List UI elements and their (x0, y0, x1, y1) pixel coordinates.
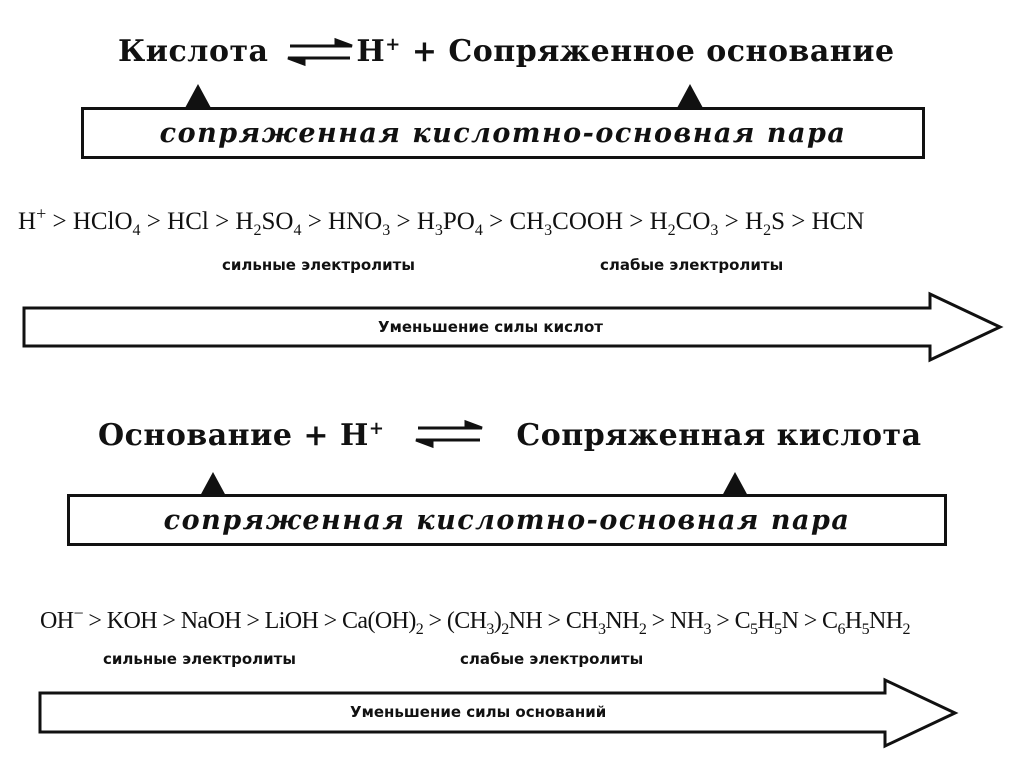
base-series-token: N > C (781, 608, 838, 634)
acid-series-token: SO (261, 208, 294, 235)
acid-series-token: 2 (253, 222, 262, 239)
triangle-marker-acid-bottom-icon (722, 472, 748, 496)
triangle-marker-base-bottom-icon (200, 472, 226, 496)
weak-electrolytes-label-top: слабые электролиты (600, 256, 784, 274)
acid-series-token: PO (442, 208, 475, 235)
plus-sign-bottom: + (303, 418, 330, 453)
base-series-token: NH (605, 608, 639, 634)
base-equation (98, 418, 922, 453)
base-series-token: > KOH > NaOH > LiOH > Ca(OH) (83, 608, 416, 634)
conjugate-base-term: Сопряженное основание (448, 34, 895, 69)
proton-term: H+ (356, 34, 401, 69)
base-series-token: OH (40, 608, 74, 634)
base-series-token: 3 (703, 620, 711, 638)
conjugate-pair-label-bottom: сопряженная кислотно-основная пара (163, 504, 851, 536)
strong-electrolytes-label-bottom: сильные электролиты (103, 650, 296, 668)
plus-sign: + (411, 34, 438, 69)
base-series-token: 2 (501, 620, 509, 638)
base-series-token: 6 (837, 620, 845, 638)
acid-series-token: > H (718, 208, 764, 235)
weak-electrolytes-label-bottom: слабые электролиты (460, 650, 644, 668)
acid-series-token: 2 (667, 222, 676, 239)
equilibrium-arrows-top-icon (288, 40, 352, 64)
base-term: Основание (98, 418, 293, 453)
acid-series-token: 4 (132, 222, 141, 239)
proton-term-bottom: H+ (340, 418, 385, 453)
base-series-token: > NH (646, 608, 704, 634)
triangle-marker-acid-icon (185, 84, 211, 108)
acid-series-token: COOH > H (552, 208, 668, 235)
acid-series-token: 3 (710, 222, 719, 239)
conjugate-pair-label-top: сопряженная кислотно-основная пара (159, 117, 847, 149)
acid-series-token: H (18, 208, 37, 235)
base-series-token: ) (493, 608, 502, 634)
acid-series-token: 3 (382, 222, 391, 239)
base-series-token: H (844, 608, 862, 634)
base-series-token: 2 (415, 620, 424, 638)
acid-strength-arrow-label: Уменьшение силы кислот (378, 318, 603, 336)
base-series-token: 3 (597, 620, 606, 638)
acid-series-token: > HClO (46, 208, 133, 235)
base-series-token: 5 (861, 620, 869, 638)
base-series-token: 2 (902, 620, 910, 638)
base-series-token: − (73, 603, 84, 623)
base-strength-arrow-label: Уменьшение силы оснований (350, 703, 607, 721)
conjugate-pair-box-top (81, 107, 925, 159)
acid-series-token: 4 (293, 222, 302, 239)
acid-term: Кислота (118, 34, 269, 69)
base-series-token: 2 (638, 620, 647, 638)
acid-series-token: + (36, 203, 47, 224)
base-series-token: H (757, 608, 775, 634)
strong-electrolytes-label-top: сильные электролиты (222, 256, 415, 274)
acid-series-token: 4 (474, 222, 483, 239)
triangle-marker-base-icon (677, 84, 703, 108)
acid-series-token: > HCl > H (140, 208, 254, 235)
conjugate-acid-term: Сопряженная кислота (516, 418, 922, 453)
base-series-token: NH > CH (508, 608, 598, 634)
acid-series-token: 2 (763, 222, 772, 239)
acid-series-token: > CH (482, 208, 545, 235)
base-series-token: > (CH (423, 608, 487, 634)
base-series-token: 5 (750, 620, 758, 638)
acid-series-token: CO (675, 208, 711, 235)
acid-series-token: > H (390, 208, 435, 235)
base-series-token: 3 (486, 620, 494, 638)
acid-series-token: 3 (544, 222, 553, 239)
acid-series-token: > HNO (301, 208, 383, 235)
base-series-token: NH (869, 608, 903, 634)
base-series-token: 5 (774, 620, 782, 638)
base-strength-series (40, 603, 910, 638)
conjugate-pair-box-bottom (67, 494, 947, 546)
acid-series-token: S > HCN (771, 208, 865, 235)
base-series-token: > C (710, 608, 751, 634)
acid-series-token: 3 (434, 222, 443, 239)
acid-strength-series (18, 203, 865, 239)
